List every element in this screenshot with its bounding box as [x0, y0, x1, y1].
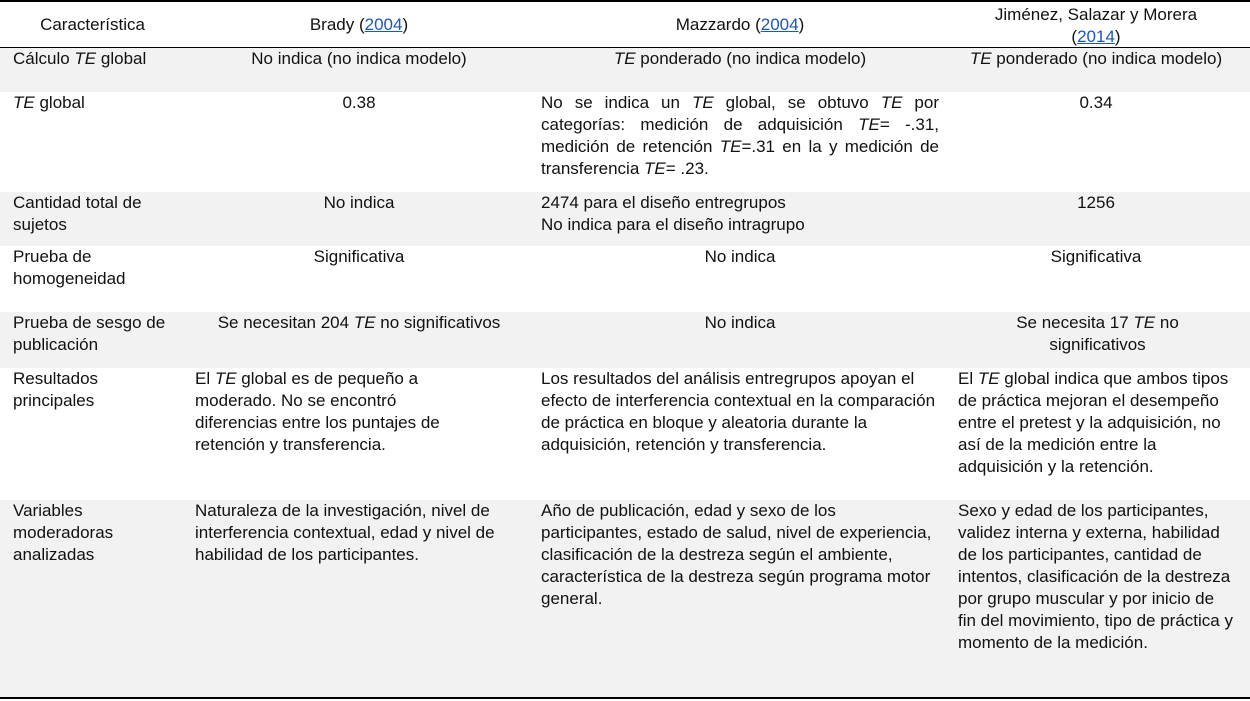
cell-brady-cantidad: No indica	[323, 193, 395, 212]
cell-mazzardo-te: No se indica un TE global, se obtuvo TE por categorías: medición de adquisición TE= -.31, medición de retención TE=.31 en la y medición de transferencia TE= .23.	[541, 93, 940, 178]
cell-mazzardo-cantidad: 2474 para el diseño entregrupos No indica para el diseño intragrupo	[541, 193, 805, 234]
cell-mazzardo-calculo: TE ponderado (no indica modelo)	[613, 49, 867, 68]
cell-mazzardo-resultados: Los resultados del análisis entregrupos apoyan el efecto de interferencia contextual en la comparación de práctica en bloque y aleatoria durante la adquisición, retención y transferencia.	[541, 369, 936, 454]
header-brady: Brady (2004)	[309, 15, 409, 34]
cell-jimenez-resultados: El TE global indica que ambos tipos de práctica mejoran el desempeño entre el pretest y la adquisición, no así de la medición entre la adquisición y la retención.	[958, 369, 1229, 476]
brady-year-link[interactable]: 2004	[364, 15, 403, 34]
jimenez-year-link[interactable]: 2014	[1077, 27, 1115, 46]
table-row	[0, 92, 1250, 192]
row-label-variables: Variables moderadoras analizadas	[13, 501, 114, 564]
cell-brady-variables: Naturaleza de la investigación, nivel de interferencia contextual, edad y nivel de habilidad de los participantes.	[195, 501, 495, 564]
header-caracteristica: Característica	[40, 15, 145, 34]
header-jimenez: Jiménez, Salazar y Morera (2014)	[994, 5, 1198, 46]
table-row	[0, 368, 1250, 500]
cell-brady-sesgo: Se necesitan 204 TE no significativos	[217, 313, 501, 332]
table-row	[0, 500, 1250, 697]
table-row	[0, 246, 1250, 312]
header-mazzardo: Mazzardo (2004)	[675, 15, 805, 34]
table-row	[0, 48, 1250, 92]
cell-jimenez-homogeneidad: Significativa	[1050, 247, 1142, 266]
cell-jimenez-cantidad: 1256	[1077, 193, 1115, 212]
table-row	[0, 192, 1250, 246]
row-label-cantidad: Cantidad total de sujetos	[13, 193, 142, 234]
cell-mazzardo-variables: Año de publicación, edad y sexo de los participantes, estado de salud, nivel de experiencia, clasificación de la destreza según el ambiente, característica de la destreza según programa motor general.	[541, 501, 932, 608]
row-label-sesgo: Prueba de sesgo de publicación	[13, 313, 166, 354]
mazzardo-year-link[interactable]: 2004	[760, 15, 799, 34]
cell-brady-te: 0.38	[342, 93, 376, 112]
table-header-row	[0, 2, 1250, 48]
row-label-resultados: Resultados principales	[13, 369, 99, 410]
cell-brady-resultados: El TE global es de pequeño a moderado. No se encontró diferencias entre los puntajes de retención y transferencia.	[195, 369, 440, 454]
table-bottom-border	[0, 697, 1250, 699]
cell-jimenez-variables: Sexo y edad de los participantes, validez interna y externa, habilidad de los participantes, cantidad de intentos, clasificación de la destreza por grupo muscular y por inicio de fin del movimiento, tipo de práctica y momento de la medición.	[958, 501, 1233, 652]
cell-mazzardo-sesgo: No indica	[704, 313, 776, 332]
row-label-te-global: TE global	[13, 93, 85, 112]
row-label-homogeneidad: Prueba de homogeneidad	[13, 247, 126, 288]
table-row	[0, 312, 1250, 368]
row-label-calculo: Cálculo TE global	[13, 49, 147, 68]
cell-jimenez-sesgo: Se necesita 17 TE no significativos	[1016, 313, 1179, 354]
cell-brady-homogeneidad: Significativa	[313, 247, 405, 266]
cell-jimenez-te: 0.34	[1079, 93, 1113, 112]
cell-brady-calculo: No indica (no indica modelo)	[251, 49, 467, 68]
cell-jimenez-calculo: TE ponderado (no indica modelo)	[969, 49, 1223, 68]
cell-mazzardo-homogeneidad: No indica	[704, 247, 776, 266]
